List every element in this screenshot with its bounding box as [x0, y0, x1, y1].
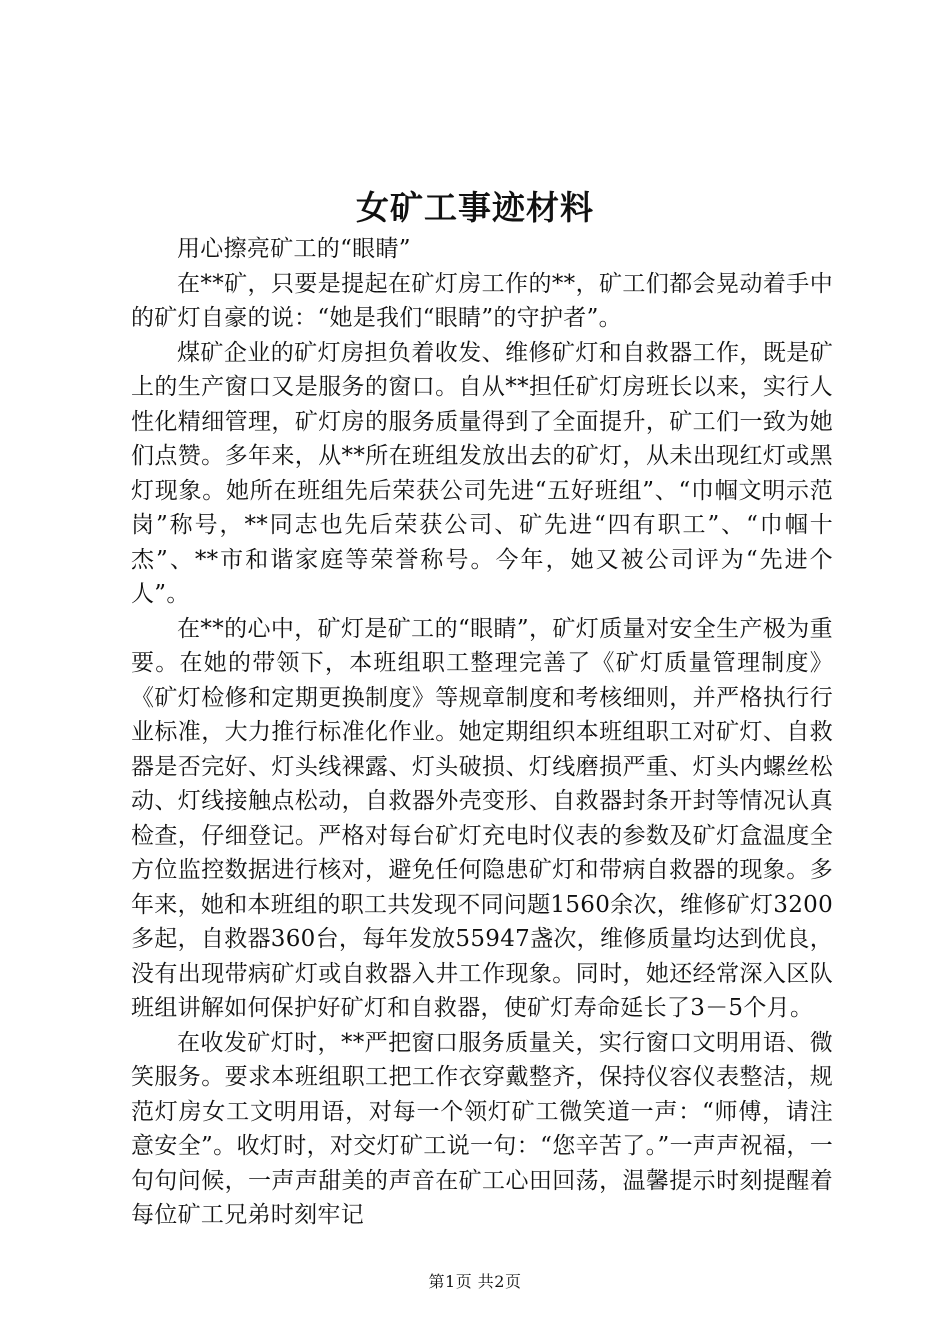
paragraph: 在**矿，只要是提起在矿灯房工作的**，矿工们都会晃动着手中的矿灯自豪的说：“她是我们“眼睛”的守护者”。: [131, 270, 833, 331]
document-title: 女矿工事迹材料: [356, 188, 594, 227]
document-body: [131, 232, 833, 1233]
paragraph-subtitle: 用心擦亮矿工的“眼睛”: [177, 236, 411, 262]
paragraph: 在**的心中，矿灯是矿工的“眼睛”，矿灯质量对安全生产极为重要。在她的带领下，本班组职工整理完善了《矿灯质量管理制度》《矿灯检修和定期更换制度》等规章制度和考核细则，并严格执行行业标准，大力推行标准化作业。她定期组织本班组职工对矿灯、自救器是否完好、灯头线裸露、灯头破损、灯线磨损严重、灯头内螺丝松动、灯线接触点松动，自救器外壳变形、自救器封条开封等情况认真检查，仔细登记。严格对每台矿灯充电时仪表的参数及矿灯盒温度全方位监控数据进行核对，避免任何隐患矿灯和带病自救器的现象。多年来，她和本班组的职工共发现不同问题1560余次，维修矿灯3200多起，自救器360台，每年发放55947盏次，维修质量均达到优良，没有出现带病矿灯或自救器入井工作现象。同时，她还经常深入区队班组讲解如何保护好矿灯和自救器，使矿灯寿命延长了3－5个月。: [131, 615, 833, 1021]
paragraph: 煤矿企业的矿灯房担负着收发、维修矿灯和自救器工作，既是矿上的生产窗口又是服务的窗口。自从**担任矿灯房班长以来，实行人性化精细管理，矿灯房的服务质量得到了全面提升，矿工们一致为她们点赞。多年来，从**所在班组发放出去的矿灯，从未出现红灯或黑灯现象。她所在班组先后荣获公司先进“五好班组”、“巾帼文明示范岗”称号，**同志也先后荣获公司、矿先进“四有职工”、“巾帼十杰”、**市和谐家庭等荣誉称号。今年，她又被公司评为“先进个人”。: [131, 339, 833, 607]
paragraph: 在收发矿灯时，**严把窗口服务质量关，实行窗口文明用语、微笑服务。要求本班组职工把工作衣穿戴整齐，保持仪容仪表整洁，规范灯房女工文明用语，对每一个领灯矿工微笑道一声：“师傅，请注意安全”。收灯时，对交灯矿工说一句：“您辛苦了。”一声声祝福，一句句问候，一声声甜美的声音在矿工心田回荡，温馨提示时刻提醒着每位矿工兄弟时刻牢记: [131, 1029, 833, 1228]
page-number-footer: 第1页 共2页: [428, 1272, 522, 1291]
